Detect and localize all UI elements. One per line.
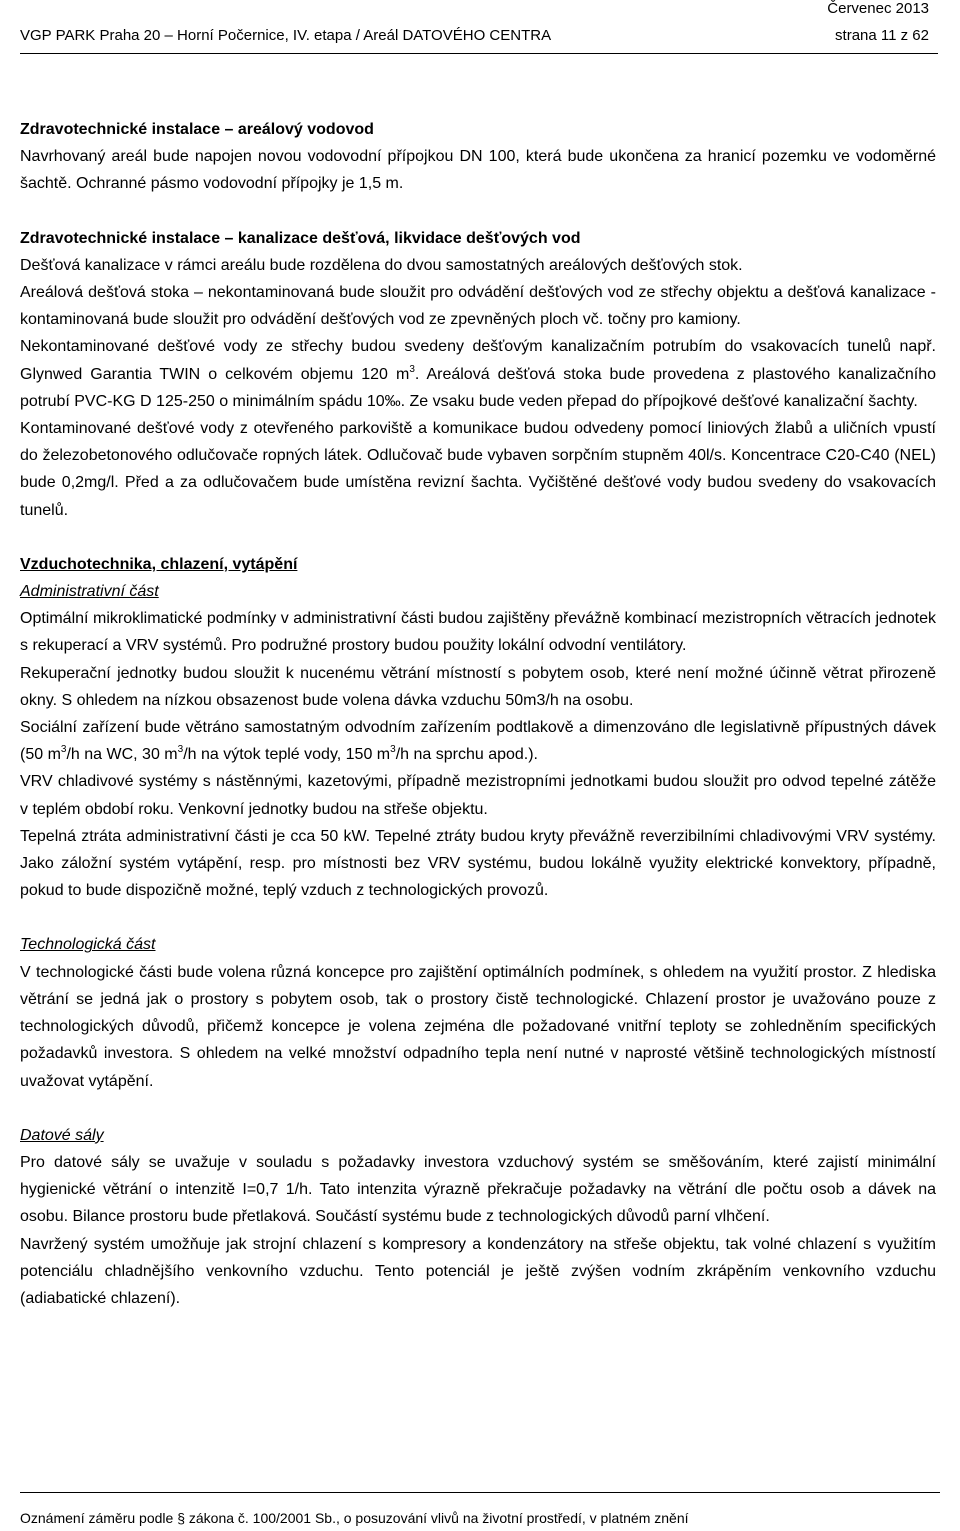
paragraph: Tepelná ztráta administrativní části je cca 50 kW. Tepelné ztráty budou kryty převážně reverzibilními chladivovými VRV systémy. Jako záložní systém vytápění, resp. pro místnosti bez VRV systému, budou lokálně využity elektrické konvektory, případně, pokud to bude dispozičně možné, teplý vzduch z technologických provozů.	[20, 827, 936, 900]
superscript: 3	[177, 744, 184, 756]
document-body	[20, 116, 936, 1312]
paragraph: Rekuperační jednotky budou sloužit k nucenému větrání místností s pobytem osob, které není možné účinně větrat přirozeně okny. S ohledem na nízkou obsazenost bude volena dávka vzduchu 50m3/h na osobu.	[20, 664, 936, 709]
paragraph: Optimální mikroklimatické podmínky v administrativní části budou zajištěny převážně kombinací mezistropních větracích jednotek s rekuperací a VRV systémů. Pro podružné prostory budou použity lokální odvodní ventilátory.	[20, 610, 936, 655]
paragraph: V technologické části bude volena různá koncepce pro zajištění optimálních podmínek, s ohledem na využití prostor. Z hlediska větrání se jedná jak o prostory s pobytem osob, tak o prostory čistě technologické. Chlazení prostor je uvažováno pouze z technologických důvodů, přičemž koncepce je volena zejména dle požadované vnitřní teploty se zohledněním specifických požadavků investora. S ohledem na velké množství odpadního tepla není nutné v naprosté většině technologických místností uvažovat vytápění.	[20, 963, 936, 1090]
text-run: /h na sprchu apod.).	[395, 746, 538, 764]
superscript: 3	[60, 744, 67, 756]
text-run: /h na výtok teplé vody, 150 m	[183, 746, 391, 764]
header-title: VGP PARK Praha 20 – Horní Počernice, IV. etapa / Areál DATOVÉHO CENTRA	[20, 27, 552, 44]
paragraph	[20, 333, 936, 415]
paragraph: Dešťová kanalizace v rámci areálu bude rozdělena do dvou samostatných areálových dešťových stok.	[20, 256, 743, 274]
footer-text: Oznámení záměru podle § zákona č. 100/2001 Sb., o posuzování vlivů na životní prostředí, v platném znění	[20, 1510, 689, 1526]
paragraph: Navrhovaný areál bude napojen novou vodovodní přípojkou DN 100, která bude ukončena za hranicí pozemku ve vodoměrné šachtě. Ochranné pásmo vodovodní přípojky je 1,5 m.	[20, 148, 936, 193]
heading-vzt: Vzduchotechnika, chlazení, vytápění	[20, 555, 298, 573]
heading-kanalizace: Zdravotechnické instalace – kanalizace dešťová, likvidace dešťových vod	[20, 229, 581, 247]
subheading-tech: Technologická část	[20, 936, 156, 954]
paragraph: Kontaminované dešťové vody z otevřeného parkoviště a komunikace budou odvedeny pomocí liniových žlabů a uličních vpustí do železobetonového odlučovače ropných látek. Odlučovač bude vybaven sorpčním stupněm 40l/s. Koncentrace C20-C40 (NEL) bude 0,2mg/l. Před a za odlučovačem bude umístěna revizní šachta. Vyčištěné dešťové vody budou svedeny do vsakovacích tunelů.	[20, 420, 936, 519]
heading-vodovod: Zdravotechnické instalace – areálový vodovod	[20, 121, 374, 138]
paragraph: VRV chladivové systémy s nástěnnými, kazetovými, případně mezistropními jednotkami budou sloužit pro odvod tepelné zátěže v teplém období roku. Venkovní jednotky budou na střeše objektu.	[20, 773, 936, 818]
superscript: 3	[390, 744, 396, 756]
subheading-datove-saly: Datové sály	[20, 1126, 104, 1144]
paragraph	[20, 714, 936, 768]
page-number: strana 11 z 62	[835, 27, 929, 44]
text-run: Nekontaminované dešťové vody ze střechy budou svedeny dešťovým kanalizačním potrubím do vsakovacích tunelů např. Glynwed Garantia TWIN o celkovém objemu 120 m	[20, 338, 936, 383]
text-run: Sociální zařízení bude větráno samostatným odvodním zařízením podtlakově a dimenzováno dle legislativně přípustných dávek (50 m	[20, 719, 936, 764]
paragraph: Pro datové sály se uvažuje v souladu s požadavky investora vzduchový systém se směšováním, které zajistí minimální hygienické větrání o intenzitě I=0,7 1/h. Tato intenzita výrazně překračuje požadavky na větrání dle počtu osob a dávek na osobu. Bilance prostoru bude přetlaková. Součástí systému bude z technologických důvodů parní vlhčení.	[20, 1153, 936, 1226]
text-run: /h na WC, 30 m	[66, 746, 178, 764]
subheading-admin: Administrativní část	[20, 583, 159, 601]
paragraph: Areálová dešťová stoka – nekontaminovaná bude sloužit pro odvádění dešťových vod ze střechy objektu a dešťová kanalizace - kontaminovaná bude sloužit pro odvádění dešťových vod ze zpevněných ploch vč. točny pro kamiony.	[20, 284, 936, 329]
paragraph: Navržený systém umožňuje jak strojní chlazení s kompresory a kondenzátory na střeše objektu, tak volné chlazení s využitím potenciálu chladnějšího venkovního vzduchu. Tento potenciál je ještě zvýšen vodním zkrápěním venkovního vzduchu (adiabatické chlazení).	[20, 1235, 936, 1307]
superscript: 3	[409, 363, 415, 375]
running-header	[20, 27, 929, 45]
header-date: Červenec 2013	[827, 0, 929, 17]
text-run: . Areálová dešťová stoka bude provedena z plastového kanalizačního potrubí PVC-KG D 125-250 o minimálním spádu 10‰. Ze vsaku bude veden přepad do přípojkové dešťové kanalizační šachty.	[20, 365, 937, 410]
footer-rule	[20, 1492, 940, 1493]
header-rule	[20, 53, 938, 54]
